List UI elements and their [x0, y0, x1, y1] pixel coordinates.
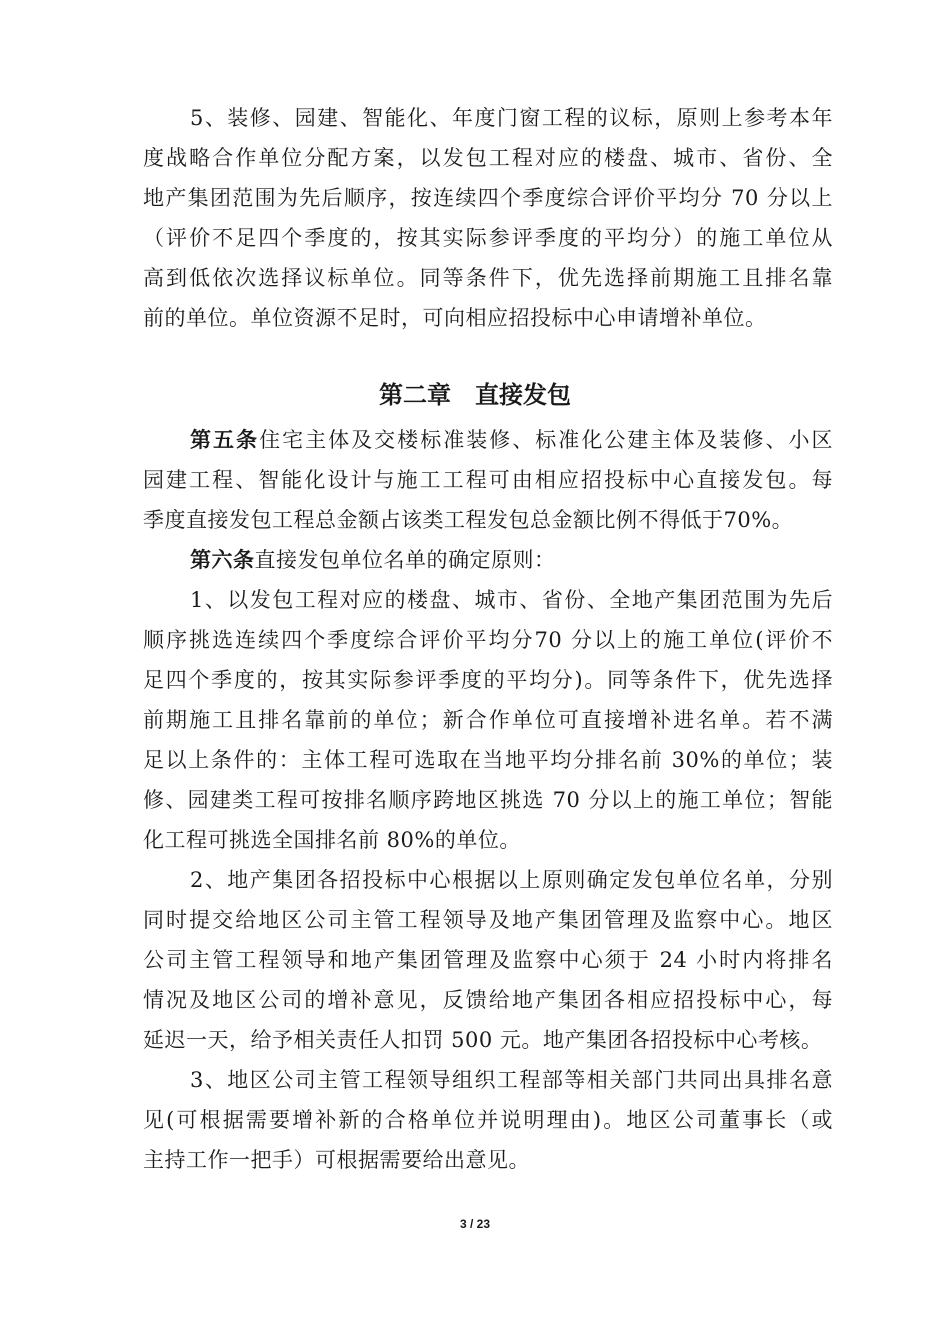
item2-line-3: 公司主管工程领导和地产集团管理及监察中心须于 24 小时内将排名: [143, 948, 833, 972]
item1-line-1: 1、以发包工程对应的楼盘、城市、省份、全地产集团范围为先后: [190, 588, 833, 612]
article6-text: 直接发包单位名单的确定原则：: [254, 548, 556, 572]
page-number: 3 / 23: [459, 1217, 491, 1231]
article6-label: 第六条: [190, 548, 255, 572]
item2-line-4: 情况及地区公司的增补意见，反馈给地产集团各相应招投标中心，每: [143, 988, 833, 1012]
paragraph-item5-line-6: 前的单位。单位资源不足时，可向相应招投标中心申请增补单位。: [143, 306, 767, 330]
chapter-title: 第二章 直接发包: [379, 381, 571, 409]
paragraph-item5-line-3: 地产集团范围为先后顺序，按连续四个季度综合评价平均分 70 分以上: [143, 186, 833, 210]
paragraph-item5-line-2: 度战略合作单位分配方案，以发包工程对应的楼盘、城市、省份、全: [143, 146, 833, 170]
paragraph-item5-line-5: 高到低依次选择议标单位。同等条件下，优先选择前期施工且排名靠: [143, 266, 833, 290]
item1-line-5: 足以上条件的：主体工程可选取在当地平均分排名前 30%的单位；装: [143, 748, 833, 772]
item3-line-2: 见(可根据需要增补新的合格单位并说明理由)。地区公司董事长（或: [143, 1108, 833, 1132]
article5-label: 第五条: [190, 428, 260, 452]
paragraph-item5-line-1: 5、装修、园建、智能化、年度门窗工程的议标，原则上参考本年: [190, 106, 833, 130]
item2-line-5: 延迟一天，给予相关责任人扣罚 500 元。地产集团各招投标中心考核。: [143, 1028, 823, 1052]
article5-line-1: [190, 426, 833, 454]
item2-line-2: 同时提交给地区公司主管工程领导及地产集团管理及监察中心。地区: [143, 908, 833, 932]
article6-line-1: [190, 546, 833, 574]
article5-line-3: 季度直接发包工程总金额占该类工程发包总金额比例不得低于70%。: [143, 508, 794, 532]
item2-line-1: 2、地产集团各招投标中心根据以上原则确定发包单位名单，分别: [190, 868, 833, 892]
article5-text: 住宅主体及交楼标准装修、标准化公建主体及装修、小区: [259, 428, 834, 452]
item3-line-1: 3、地区公司主管工程领导组织工程部等相关部门共同出具排名意: [190, 1068, 833, 1092]
item1-line-2: 顺序挑选连续四个季度综合评价平均分70 分以上的施工单位(评价不: [143, 628, 833, 652]
article5-line-2: 园建工程、智能化设计与施工工程可由相应招投标中心直接发包。每: [143, 468, 833, 492]
item1-line-3: 足四个季度的，按其实际参评季度的平均分)。同等条件下，优先选择: [143, 668, 833, 692]
item1-line-6: 修、园建类工程可按排名顺序跨地区挑选 70 分以上的施工单位；智能: [143, 788, 833, 812]
paragraph-item5-line-4: （评价不足四个季度的，按其实际参评季度的平均分）的施工单位从: [143, 226, 833, 250]
item1-line-7: 化工程可挑选全国排名前 80%的单位。: [143, 828, 521, 852]
item1-line-4: 前期施工且排名靠前的单位；新合作单位可直接增补进名单。若不满: [143, 708, 833, 732]
item3-line-3: 主持工作一把手）可根据需要给出意见。: [143, 1148, 530, 1172]
